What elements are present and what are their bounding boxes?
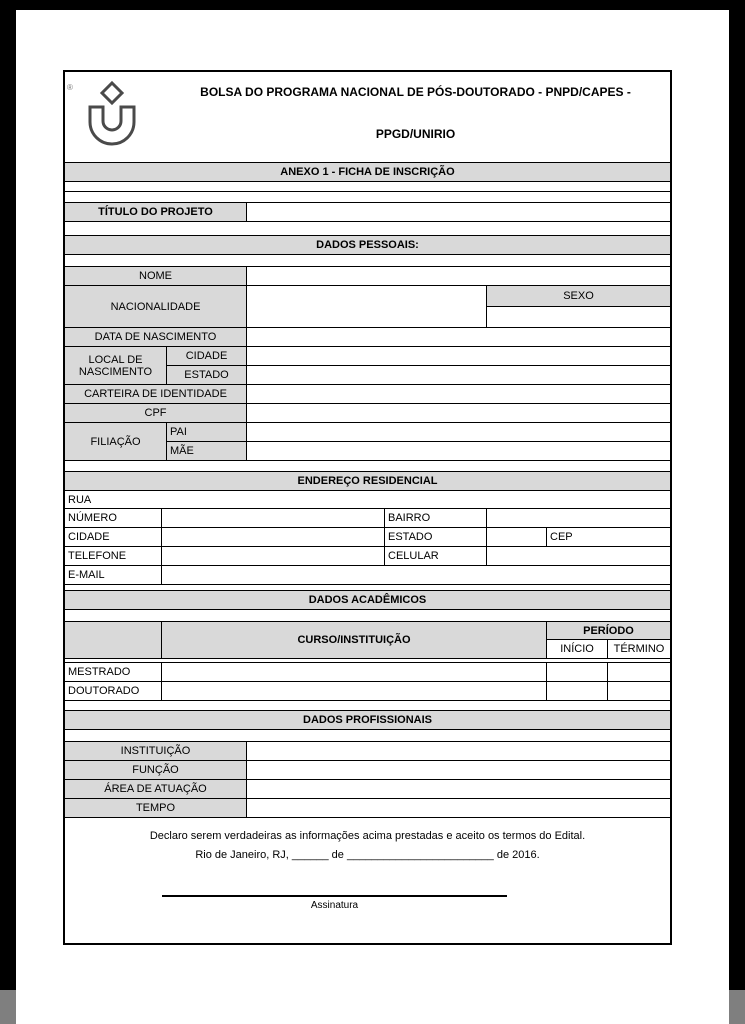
email-row (65, 566, 670, 585)
rua-field[interactable] (91, 491, 670, 508)
unirio-logo-icon (79, 79, 145, 151)
area-atuacao-field[interactable] (247, 780, 670, 798)
viewer-right-bottom-edge (729, 990, 745, 1024)
periodo-header: PERÍODO (547, 622, 670, 640)
nacionalidade-row (65, 286, 670, 328)
dados-pessoais-bar: DADOS PESSOAIS: (65, 236, 670, 255)
declaration-text: Declaro serem verdadeiras as informações acima prestadas e aceito os termos do Edital. (149, 830, 586, 842)
nacionalidade-field[interactable] (247, 286, 487, 327)
sexo-block (487, 286, 670, 327)
titulo-projeto-row (65, 203, 670, 222)
mestrado-label: MESTRADO (65, 663, 162, 681)
bairro-label: BAIRRO (385, 509, 487, 527)
cidade-field[interactable] (162, 528, 385, 546)
form-title: BOLSA DO PROGRAMA NACIONAL DE PÓS-DOUTORADO - PNPD/CAPES - (200, 85, 631, 99)
instituicao-row (65, 742, 670, 761)
carteira-row (65, 385, 670, 404)
cep-cell (547, 528, 670, 546)
anexo-section-bar: ANEXO 1 - FICHA DE INSCRIÇÃO (65, 162, 670, 182)
pai-label: PAI (167, 423, 246, 442)
titulo-projeto-field[interactable] (247, 203, 670, 221)
mestrado-inicio-field[interactable] (547, 663, 608, 681)
filiacao-fields (247, 423, 670, 460)
signature-label: Assinatura (310, 900, 359, 911)
data-nascimento-label: DATA DE NASCIMENTO (65, 328, 247, 346)
tempo-row (65, 799, 670, 818)
nome-label: NOME (65, 267, 247, 285)
numero-label: NÚMERO (65, 509, 162, 527)
email-label: E-MAIL (65, 566, 162, 584)
doutorado-termino-field[interactable] (608, 682, 670, 700)
declaration-section (65, 818, 670, 943)
termino-header: TÉRMINO (613, 643, 665, 655)
viewer-top-edge (0, 0, 745, 10)
nacionalidade-label: NACIONALIDADE (65, 286, 247, 327)
bairro-field[interactable] (487, 509, 670, 527)
funcao-field[interactable] (247, 761, 670, 779)
area-atuacao-label: ÁREA DE ATUAÇÃO (65, 780, 247, 798)
academicos-empty-header-cell (65, 622, 162, 658)
estado-label: ESTADO (385, 528, 487, 546)
telefone-celular-row (65, 547, 670, 566)
spacer-row (65, 182, 670, 192)
cpf-field[interactable] (247, 404, 670, 422)
spacer-row (65, 730, 670, 742)
mae-field[interactable] (247, 442, 670, 460)
spacer-row (65, 255, 670, 267)
academicos-header (65, 622, 670, 659)
inscription-form (63, 70, 672, 945)
spacer-row (65, 701, 670, 711)
inicio-header: INÍCIO (547, 640, 608, 658)
declaration-date-line: Rio de Janeiro, RJ, ______ de ________________________ de 2016. (195, 849, 540, 861)
periodo-header-block (547, 622, 670, 658)
estado-field[interactable] (487, 528, 547, 546)
local-nascimento-block (65, 347, 670, 385)
dados-academicos-bar: DADOS ACADÊMICOS (65, 591, 670, 610)
carteira-label: CARTEIRA DE IDENTIDADE (65, 385, 247, 403)
cpf-row (65, 404, 670, 423)
cep-field[interactable] (573, 528, 670, 546)
funcao-row (65, 761, 670, 780)
numero-field[interactable] (162, 509, 385, 527)
cpf-label: CPF (65, 404, 247, 422)
local-estado-label: ESTADO (167, 366, 246, 384)
curso-instituicao-header: CURSO/INSTITUIÇÃO (162, 622, 547, 658)
signature-line (162, 895, 507, 897)
endereco-bar: ENDEREÇO RESIDENCIAL (65, 472, 670, 491)
funcao-label: FUNÇÃO (65, 761, 247, 779)
spacer-row (65, 222, 670, 236)
mestrado-curso-field[interactable] (162, 663, 547, 681)
telefone-label: TELEFONE (65, 547, 162, 565)
spacer-row (65, 192, 670, 203)
local-nascimento-label (65, 347, 167, 384)
registered-mark: ® (67, 83, 73, 92)
local-sublabels (167, 347, 247, 384)
doutorado-label: DOUTORADO (65, 682, 162, 700)
spacer-row (65, 461, 670, 472)
rua-row (65, 491, 670, 509)
local-cidade-field[interactable] (247, 347, 670, 366)
form-subtitle: PPGD/UNIRIO (375, 127, 456, 141)
signature-block (162, 895, 507, 911)
filiacao-label: FILIAÇÃO (65, 423, 167, 460)
local-label-line2: NASCIMENTO (78, 365, 153, 378)
local-fields (247, 347, 670, 384)
doutorado-curso-field[interactable] (162, 682, 547, 700)
viewer-right-edge (729, 10, 745, 990)
celular-label: CELULAR (385, 547, 487, 565)
instituicao-field[interactable] (247, 742, 670, 760)
instituicao-label: INSTITUIÇÃO (65, 742, 247, 760)
area-atuacao-row (65, 780, 670, 799)
viewer-left-bottom-edge (0, 990, 16, 1024)
cidade-label: CIDADE (65, 528, 162, 546)
doutorado-inicio-field[interactable] (547, 682, 608, 700)
dados-profissionais-bar: DADOS PROFISSIONAIS (65, 711, 670, 730)
local-label-line1: LOCAL DE (88, 353, 143, 366)
pai-field[interactable] (247, 423, 670, 442)
cidade-estado-cep-row (65, 528, 670, 547)
viewer-left-edge (0, 10, 16, 990)
mestrado-row (65, 663, 670, 682)
filiacao-sublabels (167, 423, 247, 460)
doutorado-row (65, 682, 670, 701)
mestrado-termino-field[interactable] (608, 663, 670, 681)
celular-field[interactable] (487, 547, 670, 565)
sexo-field[interactable] (487, 307, 670, 327)
spacer-row (65, 610, 670, 622)
nome-row (65, 267, 670, 286)
numero-bairro-row (65, 509, 670, 528)
data-nascimento-field[interactable] (247, 328, 670, 346)
carteira-field[interactable] (247, 385, 670, 403)
rua-label: RUA (68, 493, 92, 506)
local-cidade-label: CIDADE (167, 347, 246, 366)
tempo-field[interactable] (247, 799, 670, 817)
mae-label: MÃE (167, 442, 246, 460)
periodo-subheaders (547, 640, 670, 658)
email-field[interactable] (162, 566, 670, 584)
cep-label: CEP (550, 531, 573, 543)
sexo-label: SEXO (487, 286, 670, 307)
tempo-label: TEMPO (65, 799, 247, 817)
titulo-projeto-label: TÍTULO DO PROJETO (65, 203, 247, 221)
data-nascimento-row (65, 328, 670, 347)
form-titles (165, 85, 666, 141)
nome-field[interactable] (247, 267, 670, 285)
local-estado-field[interactable] (247, 366, 670, 384)
filiacao-block (65, 423, 670, 461)
form-header (65, 72, 670, 162)
telefone-field[interactable] (162, 547, 385, 565)
